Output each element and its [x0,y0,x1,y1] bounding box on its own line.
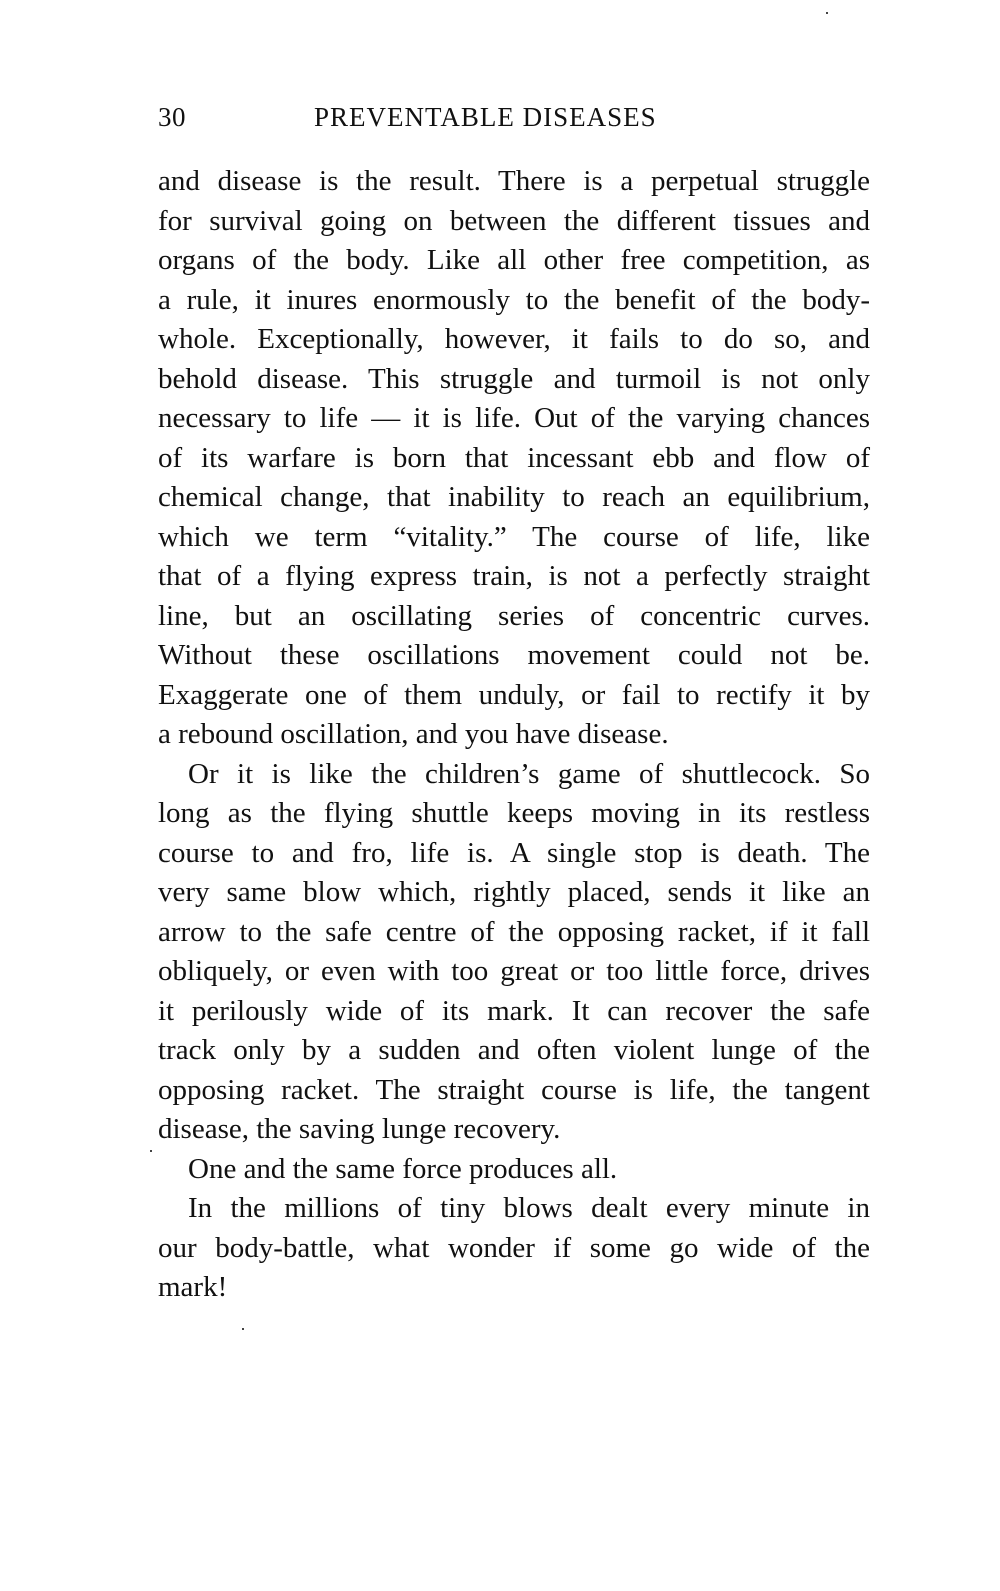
paragraph-start-line: In the millions of tiny blows dealt every minute in [188,1192,870,1224]
text-line: arrow to the safe centre of the opposing racket, if it fall [158,915,870,948]
text-line: chemical change, that inability to reach an equilibrium, [158,481,870,513]
text-line: behold disease. This struggle and turmoil is not only [158,362,870,395]
paragraph-end-line: a rebound oscillation, and you have disease. [158,718,669,750]
text-line: very same blow which, rightly placed, sends it like an [158,876,870,908]
paragraph-start-line: Or it is like the children’s game of shuttlecock. So [188,757,870,790]
text-line: Without these oscillations movement could not be. [158,639,870,671]
body-text [158,162,870,1308]
print-speck [242,1328,244,1330]
text-line: our body-battle, what wonder if some go wide of the [158,1231,870,1264]
text-line: long as the flying shuttle keeps moving in its restless [158,797,870,829]
text-line: a rule, it inures enormously to the benefit of the body- [158,283,870,316]
paragraph-end-line: mark! [158,1271,228,1303]
text-line: organs of the body. Like all other free competition, as [158,244,870,276]
text-line: and disease is the result. There is a perpetual struggle [158,165,870,197]
text-line: opposing racket. The straight course is life, the tangent [158,1073,870,1106]
running-head [158,102,870,142]
paragraph-single-line: One and the same force produces all. [188,1152,618,1185]
print-speck [150,1150,152,1152]
text-line: which we term “vitality.” The course of life, like [158,520,870,553]
text-line: track only by a sudden and often violent lunge of the [158,1034,870,1066]
text-line: line, but an oscillating series of concentric curves. [158,599,870,632]
page-number: 30 [158,102,186,132]
text-line: obliquely, or even with too great or too little force, drives [158,955,870,987]
text-line: whole. Exceptionally, however, it fails to do so, and [158,323,870,355]
text-line: Exaggerate one of them unduly, or fail to rectify it by [158,678,870,711]
text-line: course to and fro, life is. A single stop is death. The [158,836,870,869]
text-line: for survival going on between the different tissues and [158,204,870,237]
text-line: of its warfare is born that incessant ebb and flow of [158,441,870,474]
print-speck [826,12,828,14]
text-line: that of a flying express train, is not a perfectly straight [158,560,870,592]
text-line: necessary to life — it is life. Out of the varying chances [158,402,870,434]
running-title: PREVENTABLE DISEASES [314,102,657,132]
paragraph-end-line: disease, the saving lunge recovery. [158,1113,561,1145]
text-line: it perilously wide of its mark. It can recover the safe [158,994,870,1027]
